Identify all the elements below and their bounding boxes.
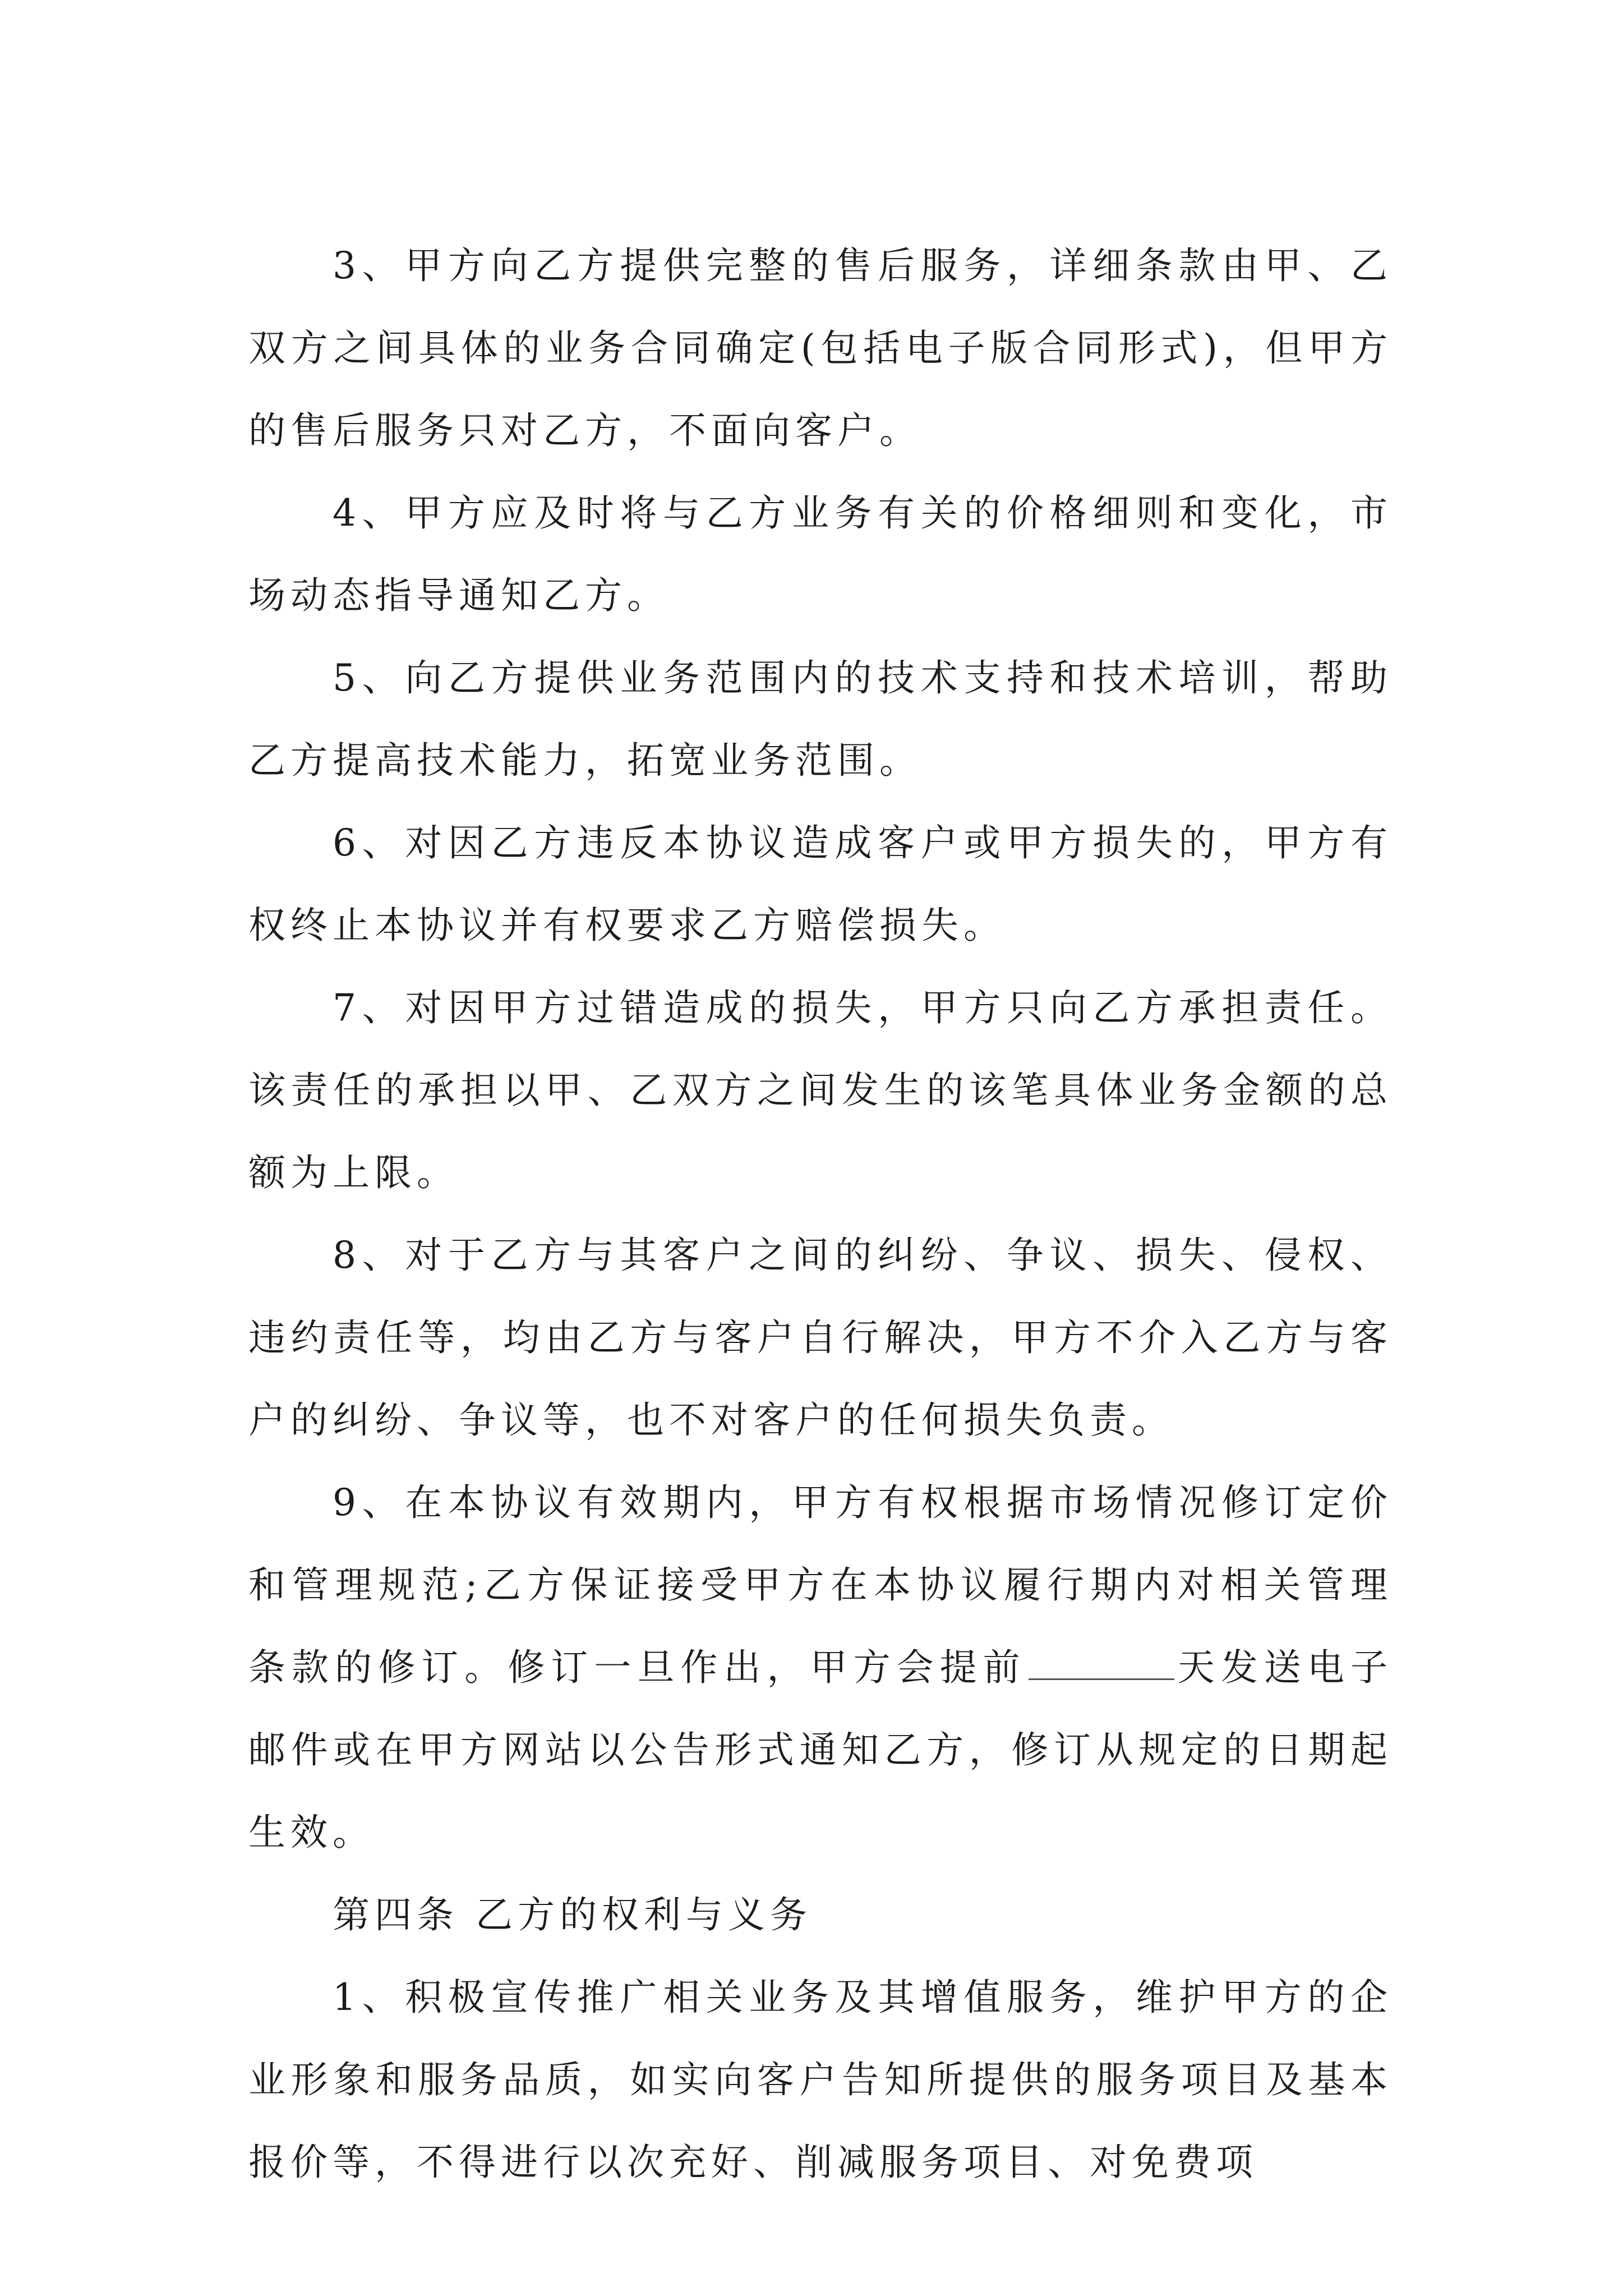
clause-4: 4、甲方应及时将与乙方业务有关的价格细则和变化，市场动态指导通知乙方。 bbox=[248, 491, 1393, 617]
fill-in-blank-days[interactable] bbox=[1029, 1646, 1174, 1680]
clause-7: 7、对因甲方过错造成的损失，甲方只向乙方承担责任。该责任的承担以甲、乙双方之间发生的该笔具体业务金额的总额为上限。 bbox=[248, 986, 1393, 1194]
clause-9-text-after: 天发送电子邮件或在甲方网站以公告形式通知乙方，修订从规定的日期起生效。 bbox=[248, 1646, 1393, 1854]
clause-9-text-before: 9、在本协议有效期内，甲方有权根据市场情况修订定价和管理规范;乙方保证接受甲方在本协议履行期内对相关管理条款的修订。修订一旦作出，甲方会提前 bbox=[248, 1481, 1393, 1689]
clause-6: 6、对因乙方违反本协议造成客户或甲方损失的，甲方有权终止本协议并有权要求乙方赔偿损失。 bbox=[248, 821, 1393, 947]
clause-9 bbox=[248, 1461, 1393, 1874]
clause-5: 5、向乙方提供业务范围内的技术支持和技术培训，帮助乙方提高技术能力，拓宽业务范围。 bbox=[248, 656, 1393, 782]
document-body bbox=[248, 224, 1393, 2203]
section-heading-article-4: 第四条 乙方的权利与义务 bbox=[333, 1893, 812, 1936]
clause-8: 8、对于乙方与其客户之间的纠纷、争议、损失、侵权、违约责任等，均由乙方与客户自行解决，甲方不介入乙方与客户的纠纷、争议等，也不对客户的任何损失负责。 bbox=[248, 1234, 1393, 1442]
clause-3: 3、甲方向乙方提供完整的售后服务，详细条款由甲、乙双方之间具体的业务合同确定(包括电子版合同形式)，但甲方的售后服务只对乙方，不面向客户。 bbox=[248, 244, 1393, 452]
article-4-clause-1: 1、积极宣传推广相关业务及其增值服务，维护甲方的企业形象和服务品质，如实向客户告知所提供的服务项目及基本报价等，不得进行以次充好、削减服务项目、对免费项 bbox=[248, 1976, 1393, 2184]
